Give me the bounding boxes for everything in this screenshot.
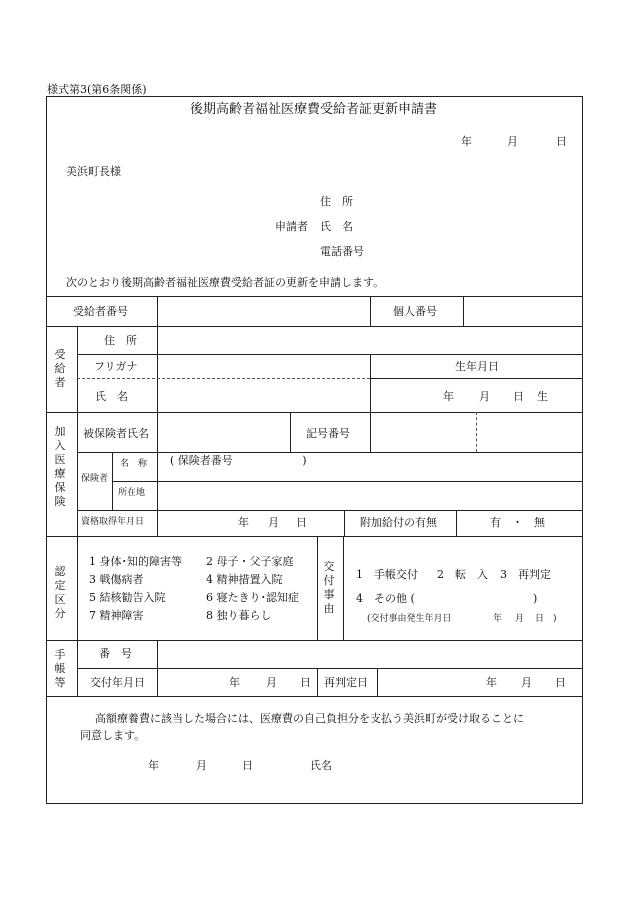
rule [157,326,158,412]
consent-line-2: 同意します。 [80,729,146,742]
birth-month: 月 [479,390,490,403]
rule [46,536,583,537]
applicant-address-label: 住 所 [320,195,353,208]
cert-item-7: 7 精神障害 [89,609,144,622]
rule [77,378,370,379]
rule [46,412,583,413]
rejudge-month: 月 [521,676,532,689]
issuance-item-4-close: ) [533,592,538,605]
symbol-number-label: 記号番号 [306,427,350,440]
rule [157,412,158,452]
rule [157,452,158,536]
issuance-section-label: 交付事由 [323,560,335,615]
rejudge-date-label: 再判定日 [324,676,368,689]
individual-number-label: 個人番号 [393,305,437,318]
recipient-address-label: 住 所 [104,334,137,347]
rule [77,326,78,412]
rule [370,354,371,412]
certification-section-label: 認定区分 [54,565,66,620]
cert-item-1: 1 身体･知的障害等 [89,555,182,568]
applicant-name-label: 氏 名 [320,220,353,233]
rule [112,481,583,482]
rule [377,668,378,696]
birth-suffix: 生 [537,390,548,403]
cert-item-4: 4 精神措置入院 [206,573,283,586]
location-label: 所在地 [118,488,146,498]
insured-name-label: 被保険者氏名 [83,427,149,440]
rule [77,452,583,453]
insurer-name-label: 名 称 [120,459,148,469]
insurer-number-text: ( 保険者番号 ) [170,454,307,467]
issue-day: 日 [300,676,311,689]
birthdate-label: 生年月日 [455,360,499,373]
issuance-item-2: 2 転 入 [437,568,488,581]
issuance-item-3: 3 再判定 [500,568,551,581]
rule [476,412,477,452]
rule [77,354,583,355]
rule [77,536,78,640]
applicant-label: 申請者 [275,220,308,233]
insurance-section-label: 加入医療保険 [54,425,66,508]
rule [46,326,583,327]
form-title: 後期高齢者福祉医療費受給者証更新申請書 [190,102,438,117]
form-label: 様式第3(第6条関係) [47,83,147,96]
rejudge-year: 年 [486,676,497,689]
acquired-month: 月 [268,516,279,529]
rejudge-day: 日 [555,676,566,689]
recipient-section-label: 受給者 [54,348,66,389]
rule [290,412,291,452]
frame-bottom [46,803,583,804]
date-year: 年 [461,135,472,148]
request-text: 次のとおり後期高齢者福祉医療費受給者証の更新を申請します。 [66,276,385,289]
cert-item-2: 2 母子・父子家庭 [206,555,294,568]
issuance-note-day: 日 ) [535,614,557,624]
consent-month: 月 [196,759,207,772]
rule [157,296,158,326]
acquired-year: 年 [238,516,249,529]
birth-day: 日 [513,390,524,403]
rule [343,536,344,640]
rule [317,668,318,696]
consent-line-1: 高額療養費に該当した場合には、医療費の自己負担分を支払う美浜町が受け取ることに [95,712,524,725]
rule [46,296,583,297]
cert-item-5: 5 結核勧告入院 [89,591,166,604]
frame-top [46,96,583,97]
issuance-note-year: 年 [493,614,503,624]
consent-year: 年 [148,759,159,772]
additional-yes-no: 有 ・ 無 [490,516,545,529]
date-month: 月 [507,135,518,148]
rule [344,510,345,536]
birth-year: 年 [443,390,454,403]
acquired-date-label: 資格取得年月日 [81,517,145,527]
insurer-label: 保険者 [81,474,109,484]
rule [46,696,583,697]
rule [77,412,78,536]
applicant-phone-label: 電話番号 [320,245,364,258]
cert-item-8: 8 独り暮らし [206,609,272,622]
rule [317,536,318,640]
handbook-number-label: 番 号 [99,647,132,660]
issuance-item-4: 4 その他 ( [356,592,415,605]
date-day: 日 [556,135,567,148]
acquired-day: 日 [296,516,307,529]
rule [463,296,464,326]
rule [370,378,583,379]
cert-item-6: 6 寝たきり･認知症 [206,591,299,604]
issuance-date-note: (交付事由発生年月日 [367,614,452,624]
rule [370,296,371,326]
rule [456,510,457,536]
rule [370,412,371,452]
rule [77,510,583,511]
issue-year: 年 [229,676,240,689]
issuance-item-1: 1 手帳交付 [356,568,418,581]
rule [46,640,583,641]
consent-name-label: 氏名 [310,759,332,772]
addressee: 美浜町長様 [66,165,121,178]
recipient-name-label: 氏 名 [95,390,128,403]
issuance-note-month: 月 [515,614,525,624]
rule [77,668,583,669]
frame-left [46,96,47,804]
issue-date-label: 交付年月日 [90,676,145,689]
cert-item-3: 3 戦傷病者 [89,573,144,586]
consent-day: 日 [242,759,253,772]
frame-right [582,96,583,804]
additional-benefit-label: 附加給付の有無 [360,516,437,529]
furigana-label: フリガナ [94,360,138,373]
handbook-section-label: 手帳等 [54,648,66,689]
recipient-number-label: 受給者番号 [73,305,128,318]
issue-month: 月 [266,676,277,689]
